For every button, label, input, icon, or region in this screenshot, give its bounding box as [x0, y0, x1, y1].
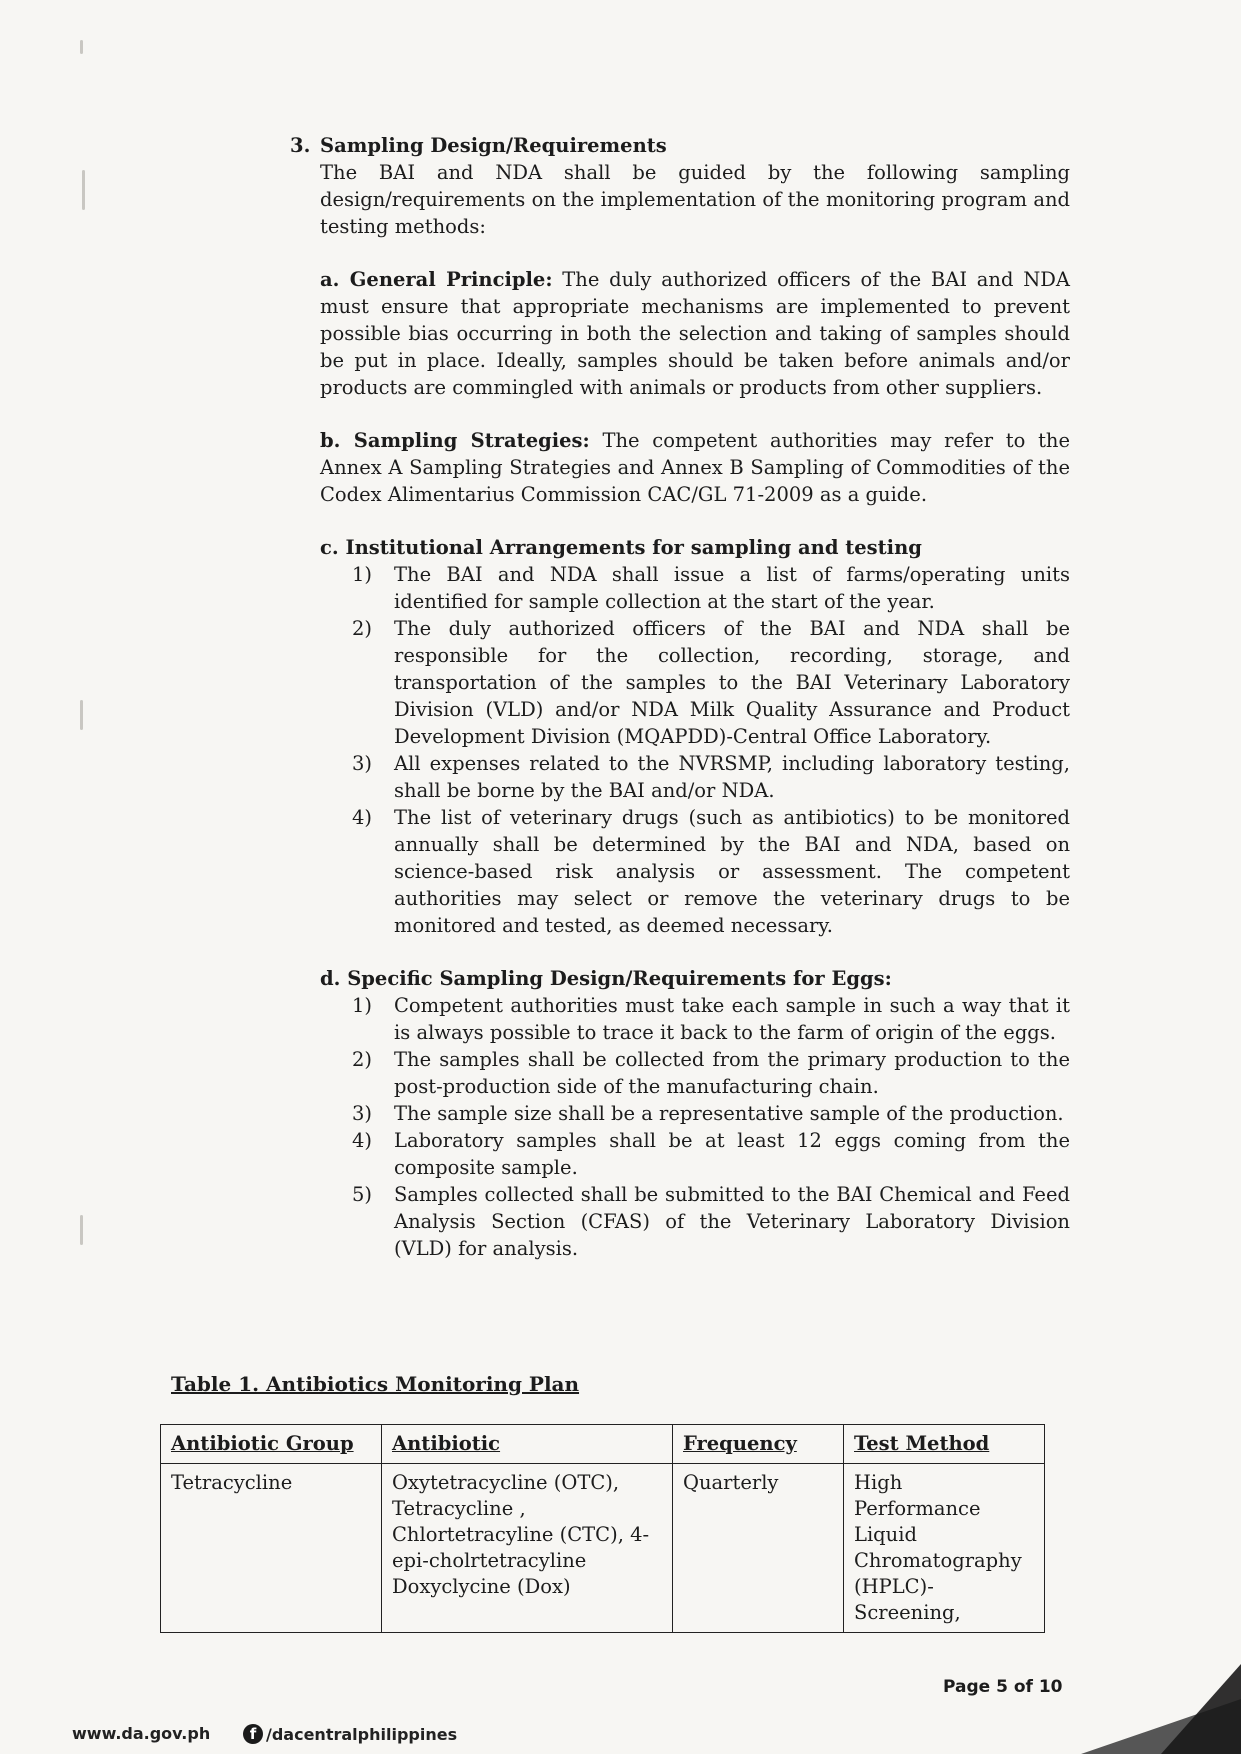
list-item: [352, 1100, 1070, 1127]
subsection-b-text: The competent authorities may refer to the Annex A Sampling Strategies and Annex B Sampling of Commodities of the Codex Alimentarius Commission CAC/GL 71-2009 as a guide.: [320, 429, 1071, 506]
list-item-text: Competent authorities must take each sample in such a way that it is always possible to trace it back to the farm of origin of the eggs.: [394, 994, 1070, 1044]
list-item: [352, 1127, 1070, 1181]
list-item-text: The list of veterinary drugs (such as antibiotics) to be monitored annually shall be determined by the BAI and NDA, based on science-based risk analysis or assessment. The competent authorities may select or remove the veterinary drugs to be monitored and tested, as deemed necessary.: [394, 806, 1070, 937]
list-item: [352, 750, 1070, 804]
cell-frequency: Quarterly: [673, 1464, 844, 1633]
subsection-b-label: b. Sampling Strategies:: [320, 429, 590, 452]
scan-margin-mark: [80, 40, 83, 54]
list-item-number: 4): [352, 806, 373, 829]
scan-margin-mark: [80, 1215, 83, 1245]
page-number: Page 5 of 10: [943, 1677, 1063, 1697]
table-header-row: [161, 1425, 1045, 1464]
list-item-number: 3): [352, 1102, 373, 1125]
antibiotic-line: Oxytetracycline (OTC),: [392, 1471, 620, 1494]
list-item-text: All expenses related to the NVRSMP, including laboratory testing, shall be borne by the BAI and/or NDA.: [394, 752, 1070, 802]
subsection-d: [320, 965, 1070, 1262]
list-item-number: 5): [352, 1183, 373, 1206]
facebook-handle: /dacentralphilippines: [266, 1724, 458, 1744]
list-item: [352, 615, 1070, 750]
subsection-c-list: [352, 561, 1070, 939]
antibiotic-line: epi-cholrtetracyline: [392, 1549, 587, 1572]
subsection-d-label: d. Specific Sampling Design/Requirements for Eggs:: [320, 967, 892, 990]
list-item-text: The sample size shall be a representative sample of the production.: [394, 1102, 1064, 1125]
subsection-a-label: a. General Principle:: [320, 268, 553, 291]
column-header: Antibiotic Group: [161, 1425, 382, 1464]
section-title: Sampling Design/Requirements: [320, 134, 667, 157]
list-item: [352, 1046, 1070, 1100]
subsection-a: [320, 266, 1070, 401]
list-item: [352, 1181, 1070, 1262]
list-item: [352, 992, 1070, 1046]
antibiotic-line: Chlortetracyline (CTC), 4-: [392, 1523, 650, 1546]
list-item: [352, 804, 1070, 939]
column-header: Frequency: [673, 1425, 844, 1464]
list-item-text: Laboratory samples shall be at least 12 eggs coming from the composite sample.: [394, 1129, 1070, 1179]
list-item-text: The samples shall be collected from the primary production to the post-production side of the manufacturing chain.: [394, 1048, 1070, 1098]
table-row: [161, 1464, 1045, 1633]
subsection-c: [320, 534, 1070, 939]
scan-margin-mark: [82, 170, 85, 210]
cell-antibiotic: [382, 1464, 673, 1633]
footer-website: www.da.gov.ph: [72, 1724, 211, 1743]
facebook-icon: f: [243, 1724, 263, 1744]
antibiotic-line: Tetracycline ,: [392, 1497, 526, 1520]
body-content: [290, 132, 1070, 1262]
list-item-text: Samples collected shall be submitted to the BAI Chemical and Feed Analysis Section (CFAS) of the Veterinary Laboratory Division (VLD) for analysis.: [394, 1183, 1070, 1260]
subsection-a-text: The duly authorized officers of the BAI and NDA must ensure that appropriate mechanisms are implemented to prevent possible bias occurring in both the selection and taking of samples should be put in place. Ideally, samples should be taken before animals and/or products are commingled with animals or products from other suppliers.: [320, 268, 1070, 399]
list-item: [352, 561, 1070, 615]
list-item-number: 3): [352, 752, 373, 775]
cell-antibiotic-group: Tetracycline: [161, 1464, 382, 1633]
list-item-number: 2): [352, 1048, 373, 1071]
list-item-text: The duly authorized officers of the BAI and NDA shall be responsible for the collection, recording, storage, and transportation of the samples to the BAI Veterinary Laboratory Division (VLD) and/or NDA Milk Quality Assurance and Product Development Division (MQAPDD)-Central Office Laboratory.: [394, 617, 1070, 748]
list-item-number: 4): [352, 1129, 373, 1152]
scan-margin-mark: [80, 700, 83, 730]
antibiotic-line: Doxyclycine (Dox): [392, 1575, 571, 1598]
list-item-text: The BAI and NDA shall issue a list of farms/operating units identified for sample collection at the start of the year.: [394, 563, 1070, 613]
subsection-d-list: [352, 992, 1070, 1262]
antibiotics-monitoring-table: [160, 1424, 1045, 1633]
list-item-number: 2): [352, 617, 373, 640]
column-header: Test Method: [844, 1425, 1045, 1464]
column-header: Antibiotic: [382, 1425, 673, 1464]
footer-facebook: [243, 1724, 457, 1744]
section-heading: [290, 132, 1070, 159]
list-item-number: 1): [352, 563, 373, 586]
list-item-number: 1): [352, 994, 373, 1017]
subsection-c-label: c. Institutional Arrangements for sampling and testing: [320, 536, 922, 559]
section-intro: The BAI and NDA shall be guided by the following sampling design/requirements on the implementation of the monitoring program and testing methods:: [320, 161, 1070, 238]
subsection-b: [320, 427, 1070, 508]
scan-corner-shadow: [1041, 1644, 1241, 1754]
cell-test-method: High Performance Liquid Chromatography (HPLC)-Screening,: [844, 1464, 1045, 1633]
table-title: Table 1. Antibiotics Monitoring Plan: [171, 1372, 580, 1396]
section-number: 3.: [290, 134, 311, 157]
